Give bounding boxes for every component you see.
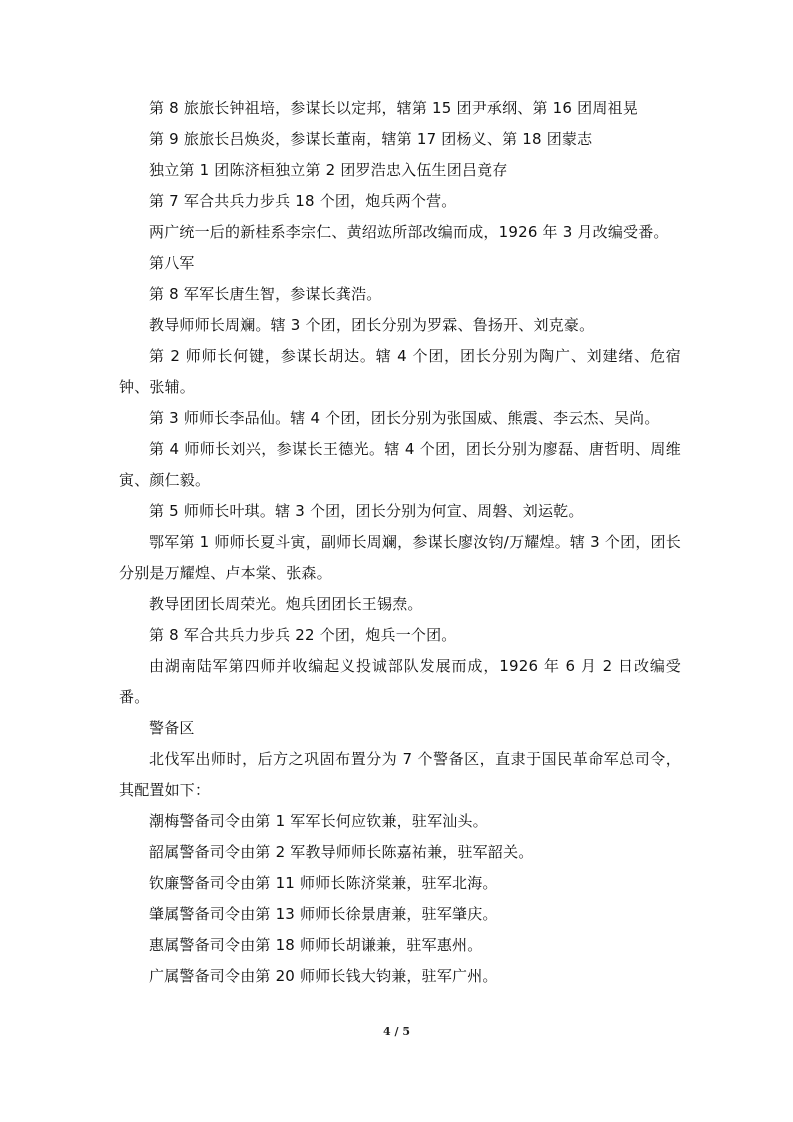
document-body <box>119 93 681 992</box>
paragraph: 潮梅警备司令由第 1 军军长何应钦兼，驻军汕头。 <box>149 812 488 830</box>
paragraph: 鄂军第 1 师师长夏斗寅，副师长周斓，参谋长廖汝钧/万耀煌。辖 3 个团，团长分别是万耀煌、卢本棠、张森。 <box>119 533 681 582</box>
section-heading: 警备区 <box>149 719 195 737</box>
paragraph: 教导团团长周荣光。炮兵团团长王锡焘。 <box>149 595 423 613</box>
paragraph: 肇属警备司令由第 13 师师长徐景唐兼，驻军肇庆。 <box>149 905 498 923</box>
paragraph: 两广统一后的新桂系李宗仁、黄绍竑所部改编而成，1926 年 3 月改编受番。 <box>149 223 669 241</box>
paragraph: 第 5 师师长叶琪。辖 3 个团，团长分别为何宣、周磐、刘运乾。 <box>149 502 584 520</box>
paragraph: 第 9 旅旅长吕焕炎，参谋长董南，辖第 17 团杨义、第 18 团蒙志 <box>149 130 593 148</box>
paragraph: 第 7 军合共兵力步兵 18 个团，炮兵两个营。 <box>149 192 457 210</box>
paragraph: 广属警备司令由第 20 师师长钱大钧兼，驻军广州。 <box>149 967 498 985</box>
paragraph: 北伐军出师时，后方之巩固布置分为 7 个警备区，直隶于国民革命军总司令，其配置如下： <box>119 750 681 799</box>
paragraph: 第 3 师师长李品仙。辖 4 个团，团长分别为张国威、熊震、李云杰、吴尚。 <box>149 409 660 427</box>
page-number: 4 / 5 <box>383 1025 410 1038</box>
paragraph: 教导师师长周斓。辖 3 个团，团长分别为罗霖、鲁扬开、刘克豪。 <box>149 316 595 334</box>
paragraph: 惠属警备司令由第 18 师师长胡谦兼，驻军惠州。 <box>149 936 483 954</box>
paragraph: 钦廉警备司令由第 11 师师长陈济棠兼，驻军北海。 <box>149 874 498 892</box>
paragraph: 第 8 旅旅长钟祖培，参谋长以定邦，辖第 15 团尹承纲、第 16 团周祖晃 <box>149 99 638 117</box>
paragraph: 韶属警备司令由第 2 军教导师师长陈嘉祐兼，驻军韶关。 <box>149 843 534 861</box>
paragraph: 由湖南陆军第四师并收编起义投诚部队发展而成，1926 年 6 月 2 日改编受番。 <box>119 657 681 706</box>
paragraph: 第 2 师师长何键，参谋长胡达。辖 4 个团，团长分别为陶广、刘建绪、危宿钟、张辅。 <box>119 347 681 396</box>
paragraph: 独立第 1 团陈济桓独立第 2 团罗浩忠入伍生团吕竟存 <box>149 161 508 179</box>
section-heading: 第八军 <box>149 254 195 272</box>
paragraph: 第 8 军军长唐生智，参谋长龚浩。 <box>149 285 382 303</box>
paragraph: 第 8 军合共兵力步兵 22 个团，炮兵一个团。 <box>149 626 457 644</box>
paragraph: 第 4 师师长刘兴，参谋长王德光。辖 4 个团，团长分别为廖磊、唐哲明、周维寅、颜仁毅。 <box>119 440 681 489</box>
